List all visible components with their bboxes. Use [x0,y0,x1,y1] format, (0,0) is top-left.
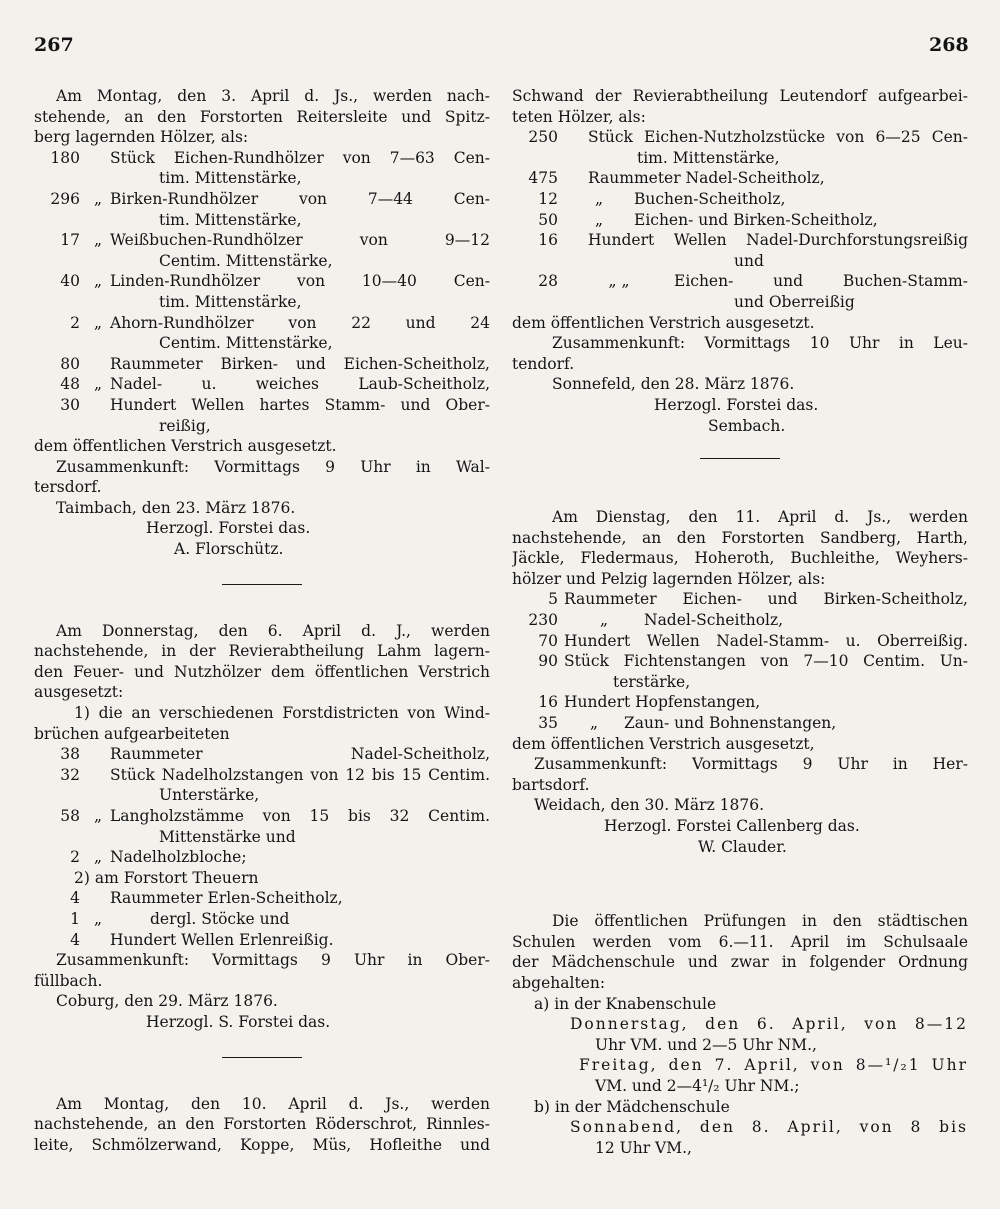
item-ditto [564,230,588,251]
item-description: dergl. Stöcke und [150,909,290,928]
place-date: Sonnefeld, den 28. März 1876. [552,375,795,394]
notice-text-line: 2) am Forstort Theuern [74,868,259,887]
notice-text-line: Zusammenkunft: Vormittags 9 Uhr in Her- [534,755,968,774]
wood-item [512,713,968,734]
notice-text-line: hölzer und Pelzig lagernden Hölzer, als: [512,569,826,588]
item-description: Eichen- und Birken-Scheitholz, [634,210,878,229]
wood-item [34,189,490,230]
notice-text-line: Am Dienstag, den 11. April d. Js., werden [552,508,968,527]
notice-text-line: Zusammenkunft: Vormittags 9 Uhr in Ober- [56,951,490,970]
notice-text-line: brüchen aufgearbeiteten [34,724,230,743]
item-continuation: Mittenstärke und [159,827,296,846]
section-divider [700,458,780,459]
notice-text-line: Am Montag, den 10. April d. Js., werden [56,1094,490,1113]
wood-item [512,631,968,652]
wood-item [34,765,490,806]
schedule-line: Uhr VM. und 2—5 Uhr NM., [595,1035,817,1054]
item-description: Stück Eichen-Rundhölzer von 7—63 Cen- [110,148,490,167]
wood-item [512,589,968,610]
forestry-office: Herzogl. Forstei das. [146,519,311,538]
schedule-line: Sonnabend, den 8. April, von 8 bis [570,1118,968,1137]
item-quantity: 35 [538,714,558,733]
notice-text-line: stehende, an den Forstorten Reitersleite und Spitz- [34,107,490,126]
wood-item [34,395,490,436]
notice-text-line: bartsdorf. [512,775,590,794]
item-quantity: 90 [538,652,558,671]
item-description: Raummeter Nadel-Scheitholz, [588,169,825,188]
right-column [512,86,968,1158]
item-description: Nadelholzbloche; [110,848,247,867]
forestry-office: Herzogl. Forstei das. [654,395,819,414]
item-quantity: 28 [538,272,558,291]
item-quantity: 80 [60,354,80,373]
item-continuation: Centim. Mittenstärke, [159,251,333,270]
item-quantity: 70 [538,631,558,650]
item-description: Hundert Wellen hartes Stamm- und Ober- [110,395,490,414]
signature-name: A. Florschütz. [174,540,284,559]
place-date: Coburg, den 29. März 1876. [56,992,278,1011]
item-quantity: 38 [60,745,80,764]
item-continuation: und Oberreißig [734,292,855,311]
item-description: Raummeter Eichen- und Birken-Scheitholz, [564,590,968,609]
page-number-left: 267 [34,34,74,56]
item-ditto [86,354,110,375]
schedule-line: Donnerstag, den 6. April, von 8—12 [570,1015,968,1034]
item-ditto [86,888,110,909]
item-quantity: 5 [548,590,558,609]
item-quantity: 180 [50,148,80,167]
item-quantity: 4 [70,930,80,949]
wood-item [512,189,968,210]
notice-text-line: abgehalten: [512,973,606,992]
notice-text-line: tendorf. [512,354,575,373]
item-description: Raummeter Birken- und Eichen-Scheitholz, [110,354,490,373]
wood-item [34,271,490,312]
wood-item [512,127,968,168]
item-quantity: 17 [60,231,80,250]
item-ditto: „ [93,848,103,867]
item-ditto: „ [594,189,604,208]
item-quantity: 230 [528,611,558,630]
item-continuation: tim. Mittenstärke, [159,210,302,229]
item-description: Buchen-Scheitholz, [634,189,786,208]
item-quantity: 250 [528,128,558,147]
item-ditto [86,395,110,416]
item-continuation: tim. Mittenstärke, [159,169,302,188]
item-quantity: 16 [538,231,558,250]
item-ditto: „ [594,210,604,229]
item-description: Weißbuchen-Rundhölzer von 9—12 [110,231,490,250]
item-description: Raummeter Erlen-Scheitholz, [110,889,343,908]
notice-school-exams [512,911,968,1158]
item-ditto: „ [589,714,599,733]
wood-item [34,374,490,395]
wood-item [512,271,968,312]
notice-text-line: tersdorf. [34,478,102,497]
notice-text-line: teten Hölzer, als: [512,107,646,126]
notice-text-line: dem öffentlichen Verstrich ausgesetzt. [34,437,337,456]
item-continuation: Centim. Mittenstärke, [159,334,333,353]
item-description: Nadel- u. weiches Laub-Scheitholz, [110,375,490,394]
item-description: Stück Nadelholzstangen von 12 bis 15 Centim. [110,765,490,784]
item-quantity: 2 [70,313,80,332]
wood-item [512,230,968,271]
item-description: Stück Eichen-Nutzholzstücke von 6—25 Cen- [588,128,968,147]
notice-text-line: Jäckle, Fledermaus, Hoheroth, Buchleithe, Weyhers- [512,549,968,568]
notice-text-line: Die öffentlichen Prüfungen in den städtischen [552,912,968,931]
schedule-line: VM. und 2—4¹/₂ Uhr NM.; [595,1076,800,1095]
notice-text-line: nachstehende, an den Forstorten Sandberg, Harth, [512,528,968,547]
item-ditto [86,930,110,951]
item-quantity: 16 [538,693,558,712]
item-description: Birken-Rundhölzer von 7—44 Cen- [110,189,490,208]
item-ditto: „ [599,611,609,630]
signature-name: W. Clauder. [698,837,787,856]
item-quantity: 50 [538,210,558,229]
signature-name: Sembach. [708,416,786,435]
schedule-line: Freitag, den 7. April, von 8—¹/₂1 Uhr [579,1056,968,1075]
item-description: Raummeter Nadel-Scheitholz, [110,745,490,764]
place-date: Weidach, den 30. März 1876. [534,796,765,815]
notice-text-line: nachstehende, in der Revierabtheilung Lahm lagern- [34,642,490,661]
item-description: Ahorn-Rundhölzer von 22 und 24 [110,313,490,332]
notice-sandberg [512,507,968,857]
notice-text-line: den Feuer- und Nutzhölzer dem öffentlichen Verstrich [34,662,490,681]
wood-item [512,168,968,189]
item-ditto [86,765,110,786]
item-continuation: reißig, [159,416,211,435]
forestry-office: Herzogl. Forstei Callenberg das. [604,817,860,835]
notice-text-line: Am Donnerstag, den 6. April d. J., werden [56,621,490,640]
item-quantity: 1 [70,909,80,928]
notice-text-line: Am Montag, den 3. April d. Js., werden nach- [56,87,490,105]
wood-item [34,909,490,930]
notice-text-line: Schulen werden vom 6.—11. April im Schulsaale [512,932,968,951]
notice-text-line: dem öffentlichen Verstrich ausgesetzt. [512,313,815,332]
schedule-section-a: a) in der Knabenschule [534,994,717,1013]
item-description: Linden-Rundhölzer von 10—40 Cen- [110,272,490,291]
item-quantity: 48 [60,375,80,394]
item-description: Langholzstämme von 15 bis 32 Centim. [110,807,490,825]
item-continuation: und [734,251,764,270]
item-continuation: tim. Mittenstärke, [637,148,780,167]
notice-text-line: Zusammenkunft: Vormittags 9 Uhr in Wal- [56,457,490,476]
left-column [34,86,490,1155]
item-description: Stück Fichtenstangen von 7—10 Centim. Un- [564,652,968,671]
notice-text-line: Zusammenkunft: Vormittags 10 Uhr in Leu- [552,334,968,353]
item-ditto: „ [93,909,103,928]
item-ditto: „ [93,272,103,291]
notice-leutendorf [512,86,968,436]
page-number-right: 268 [929,34,969,56]
wood-item [34,847,490,868]
item-continuation: tim. Mittenstärke, [159,292,302,311]
wood-item [512,651,968,692]
schedule-line: 12 Uhr VM., [595,1138,692,1157]
wood-item [34,888,490,909]
item-quantity: 2 [70,848,80,867]
wood-item [34,744,490,765]
wood-item [34,354,490,375]
wood-item [512,610,968,631]
section-divider [222,1057,302,1058]
notice-text-line: 1) die an verschiedenen Forstdistricten von Wind- [74,704,490,723]
wood-item [34,930,490,951]
notice-text-line: berg lagernden Hölzer, als: [34,128,249,147]
section-divider [222,584,302,585]
wood-item [512,692,968,713]
item-ditto: „ „ [608,272,630,291]
item-description: Hundert Hopfenstangen, [564,693,761,712]
item-quantity: 12 [538,189,558,208]
item-continuation: terstärke, [613,672,691,691]
item-quantity: 30 [60,395,80,414]
item-description: Hundert Wellen Erlenreißig. [110,930,334,949]
item-ditto [564,168,588,189]
item-ditto: „ [93,807,103,825]
item-description: Hundert Wellen Nadel-Stamm- u. Oberreißig. [564,631,968,650]
item-quantity: 475 [528,169,558,188]
item-quantity: 4 [70,889,80,908]
item-ditto [564,127,588,148]
item-quantity: 296 [50,189,80,208]
notice-roederschrot [34,1094,490,1156]
item-ditto: „ [93,375,103,394]
notice-text-line: leite, Schmölzerwand, Koppe, Müs, Hofleithe und [34,1135,490,1154]
forestry-office: Herzogl. S. Forstei das. [146,1012,331,1031]
wood-item [34,806,490,847]
wood-item [34,313,490,354]
item-quantity: 32 [60,765,80,784]
item-ditto: „ [93,313,103,332]
item-quantity: 40 [60,272,80,291]
item-description: Nadel-Scheitholz, [644,611,784,630]
notice-text-line: Schwand der Revierabtheilung Leutendorf aufgearbei- [512,87,968,105]
schedule-section-b: b) in der Mädchenschule [534,1097,730,1116]
item-ditto: „ [93,189,103,208]
item-ditto [86,148,110,169]
wood-item [34,148,490,189]
item-quantity: 58 [60,807,80,825]
wood-item [512,210,968,231]
item-continuation: Unterstärke, [159,786,260,805]
notice-text-line: nachstehende, an den Forstorten Röderschrot, Rinnles- [34,1115,490,1134]
item-ditto: „ [93,231,103,250]
place-date: Taimbach, den 23. März 1876. [56,498,296,517]
notice-lahm [34,621,490,1033]
notice-text-line: dem öffentlichen Verstrich ausgesetzt, [512,734,815,753]
item-description: Hundert Wellen Nadel-Durchforstungsreißig [588,231,968,250]
item-ditto [86,744,110,765]
notice-text-line: der Mädchenschule und zwar in folgender Ordnung [512,953,968,972]
notice-text-line: füllbach. [34,971,103,990]
notice-reitersleite [34,86,490,560]
item-description: Zaun- und Bohnenstangen, [624,714,837,733]
notice-text-line: ausgesetzt: [34,683,124,702]
wood-item [34,230,490,271]
item-description: Eichen- und Buchen-Stamm- [674,272,968,291]
